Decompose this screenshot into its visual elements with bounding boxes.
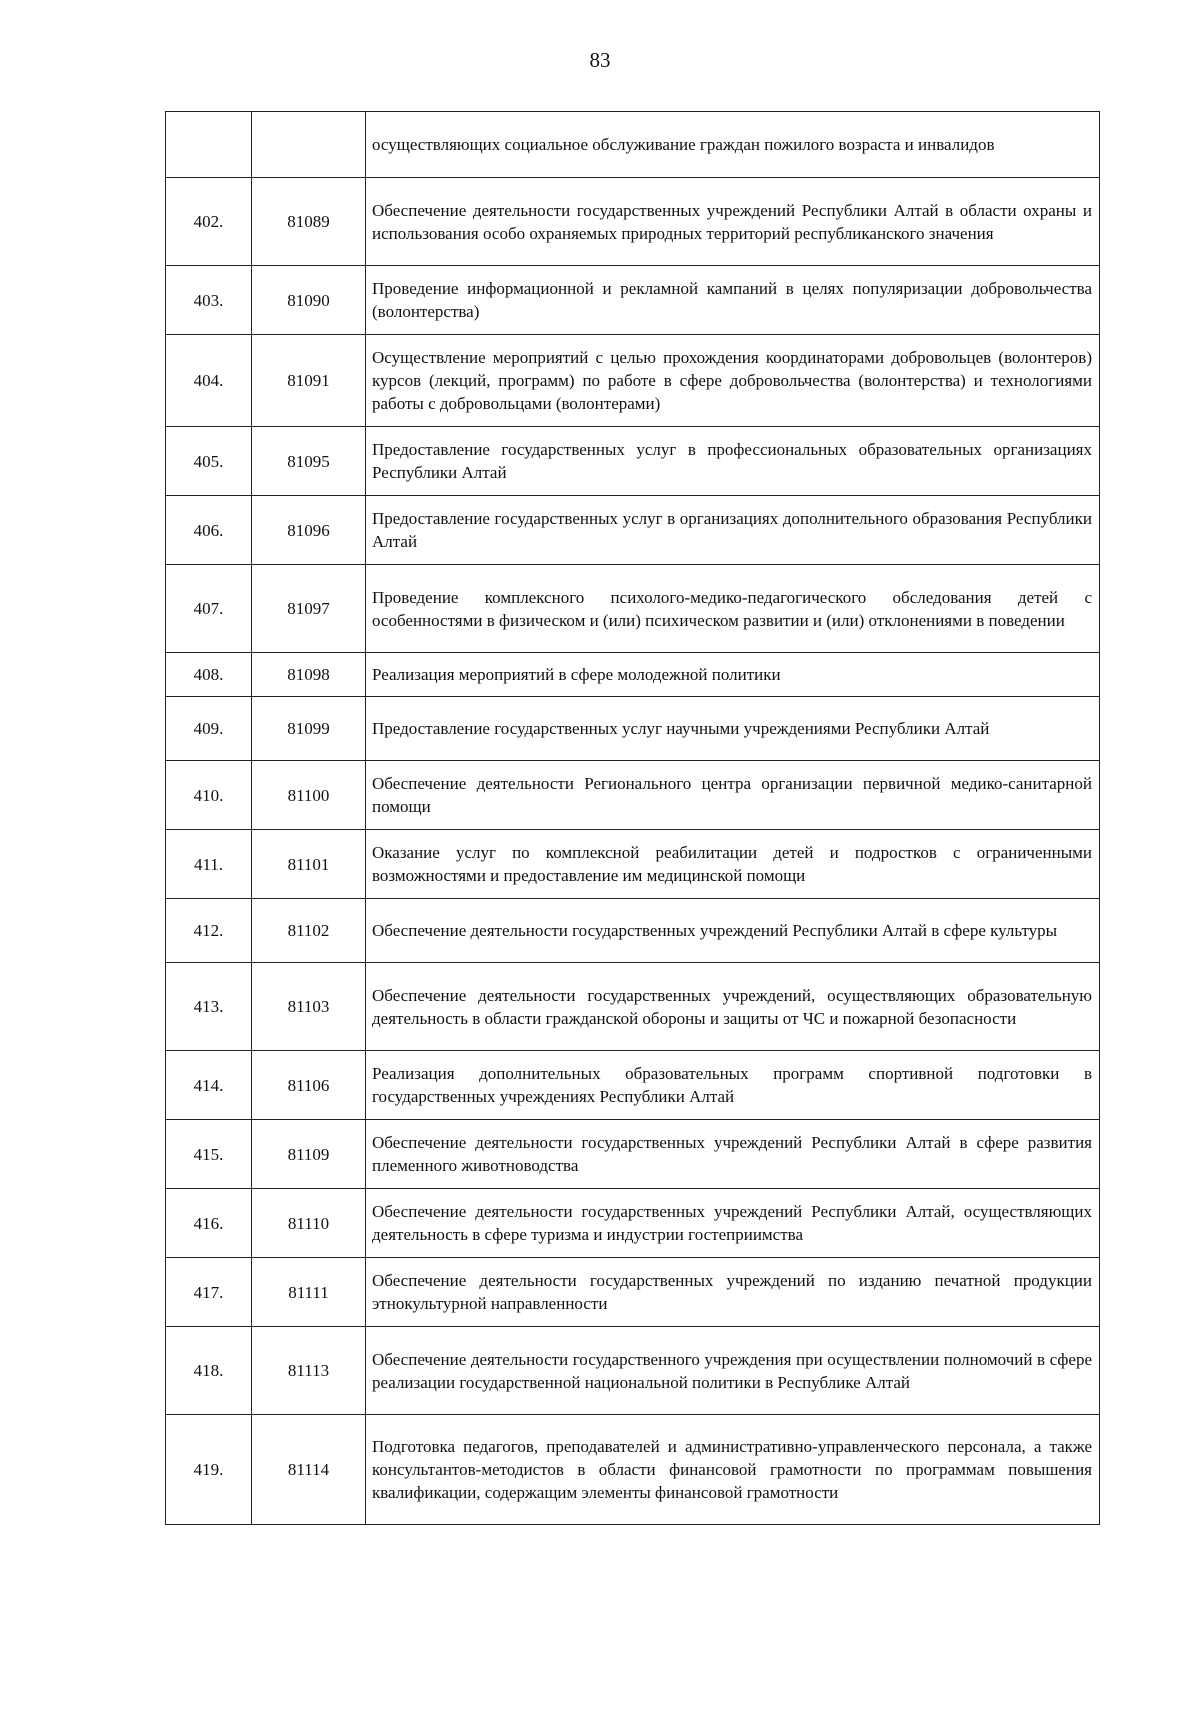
row-description: Предоставление государственных услуг в профессиональных образовательных организациях Республики Алтай xyxy=(366,427,1100,496)
row-description: Предоставление государственных услуг научными учреждениями Республики Алтай xyxy=(366,697,1100,761)
table-row xyxy=(166,761,1100,830)
table-row xyxy=(166,112,1100,178)
row-number: 405. xyxy=(166,427,252,496)
classification-table xyxy=(165,111,1100,1525)
row-description: Обеспечение деятельности государственных учреждений Республики Алтай, осуществляющих деятельность в сфере туризма и индустрии гостеприимства xyxy=(366,1189,1100,1258)
row-number: 404. xyxy=(166,335,252,427)
row-description: Предоставление государственных услуг в организациях дополнительного образования Республики Алтай xyxy=(366,496,1100,565)
table-row xyxy=(166,1327,1100,1415)
row-description: Обеспечение деятельности государственных учреждений Республики Алтай в области охраны и использования особо охраняемых природных территорий республиканского значения xyxy=(366,178,1100,266)
row-code: 81096 xyxy=(252,496,366,565)
row-description: Осуществление мероприятий с целью прохождения координаторами добровольцев (волонтеров) курсов (лекций, программ) по работе в сфере добровольчества (волонтерства) и технологиями работы с добровольцами (волонтерами) xyxy=(366,335,1100,427)
row-number: 410. xyxy=(166,761,252,830)
table-row xyxy=(166,830,1100,899)
row-description: Обеспечение деятельности Регионального центра организации первичной медико-санитарной помощи xyxy=(366,761,1100,830)
table-body xyxy=(166,112,1100,1525)
row-description: Обеспечение деятельности государственного учреждения при осуществлении полномочий в сфере реализации государственной национальной политики в Республике Алтай xyxy=(366,1327,1100,1415)
table-row xyxy=(166,653,1100,697)
row-number: 406. xyxy=(166,496,252,565)
row-description: осуществляющих социальное обслуживание граждан пожилого возраста и инвалидов xyxy=(366,112,1100,178)
row-code: 81101 xyxy=(252,830,366,899)
row-description: Подготовка педагогов, преподавателей и административно-управленческого персонала, а также консультантов-методистов в области финансовой грамотности по программам повышения квалификации, содержащим элементы финансовой грамотности xyxy=(366,1415,1100,1525)
row-code: 81090 xyxy=(252,266,366,335)
table-row xyxy=(166,1189,1100,1258)
row-number: 415. xyxy=(166,1120,252,1189)
row-number: 418. xyxy=(166,1327,252,1415)
row-description: Проведение информационной и рекламной кампаний в целях популяризации добровольчества (волонтерства) xyxy=(366,266,1100,335)
row-description: Обеспечение деятельности государственных учреждений Республики Алтай в сфере культуры xyxy=(366,899,1100,963)
table-row xyxy=(166,1051,1100,1120)
table-row xyxy=(166,427,1100,496)
row-description: Обеспечение деятельности государственных учреждений по изданию печатной продукции этнокультурной направленности xyxy=(366,1258,1100,1327)
row-code: 81095 xyxy=(252,427,366,496)
row-code: 81097 xyxy=(252,565,366,653)
table-row xyxy=(166,899,1100,963)
table-row xyxy=(166,1415,1100,1525)
row-number: 411. xyxy=(166,830,252,899)
row-code: 81106 xyxy=(252,1051,366,1120)
row-number: 409. xyxy=(166,697,252,761)
row-number: 407. xyxy=(166,565,252,653)
table-row xyxy=(166,266,1100,335)
row-description: Реализация дополнительных образовательных программ спортивной подготовки в государственных учреждениях Республики Алтай xyxy=(366,1051,1100,1120)
row-description: Оказание услуг по комплексной реабилитации детей и подростков с ограниченными возможностями и предоставление им медицинской помощи xyxy=(366,830,1100,899)
row-number xyxy=(166,112,252,178)
row-number: 416. xyxy=(166,1189,252,1258)
row-code: 81098 xyxy=(252,653,366,697)
row-code xyxy=(252,112,366,178)
row-number: 408. xyxy=(166,653,252,697)
row-number: 403. xyxy=(166,266,252,335)
row-code: 81110 xyxy=(252,1189,366,1258)
row-description: Обеспечение деятельности государственных учреждений Республики Алтай в сфере развития племенного животноводства xyxy=(366,1120,1100,1189)
row-code: 81089 xyxy=(252,178,366,266)
table-row xyxy=(166,178,1100,266)
row-code: 81109 xyxy=(252,1120,366,1189)
row-number: 414. xyxy=(166,1051,252,1120)
row-code: 81099 xyxy=(252,697,366,761)
table-row xyxy=(166,565,1100,653)
table-row xyxy=(166,963,1100,1051)
table-row xyxy=(166,697,1100,761)
table-row xyxy=(166,496,1100,565)
row-number: 413. xyxy=(166,963,252,1051)
row-number: 402. xyxy=(166,178,252,266)
row-code: 81113 xyxy=(252,1327,366,1415)
row-code: 81103 xyxy=(252,963,366,1051)
table-row xyxy=(166,1258,1100,1327)
row-code: 81102 xyxy=(252,899,366,963)
row-code: 81091 xyxy=(252,335,366,427)
row-code: 81111 xyxy=(252,1258,366,1327)
row-code: 81114 xyxy=(252,1415,366,1525)
table-row xyxy=(166,335,1100,427)
row-number: 412. xyxy=(166,899,252,963)
row-number: 419. xyxy=(166,1415,252,1525)
table-row xyxy=(166,1120,1100,1189)
row-number: 417. xyxy=(166,1258,252,1327)
page-number: 83 xyxy=(589,48,611,72)
row-description: Обеспечение деятельности государственных учреждений, осуществляющих образовательную деятельность в области гражданской обороны и защиты от ЧС и пожарной безопасности xyxy=(366,963,1100,1051)
row-description: Реализация мероприятий в сфере молодежной политики xyxy=(366,653,1100,697)
row-description: Проведение комплексного психолого-медико-педагогического обследования детей с особенностями в физическом и (или) психическом развитии и (или) отклонениями в поведении xyxy=(366,565,1100,653)
row-code: 81100 xyxy=(252,761,366,830)
